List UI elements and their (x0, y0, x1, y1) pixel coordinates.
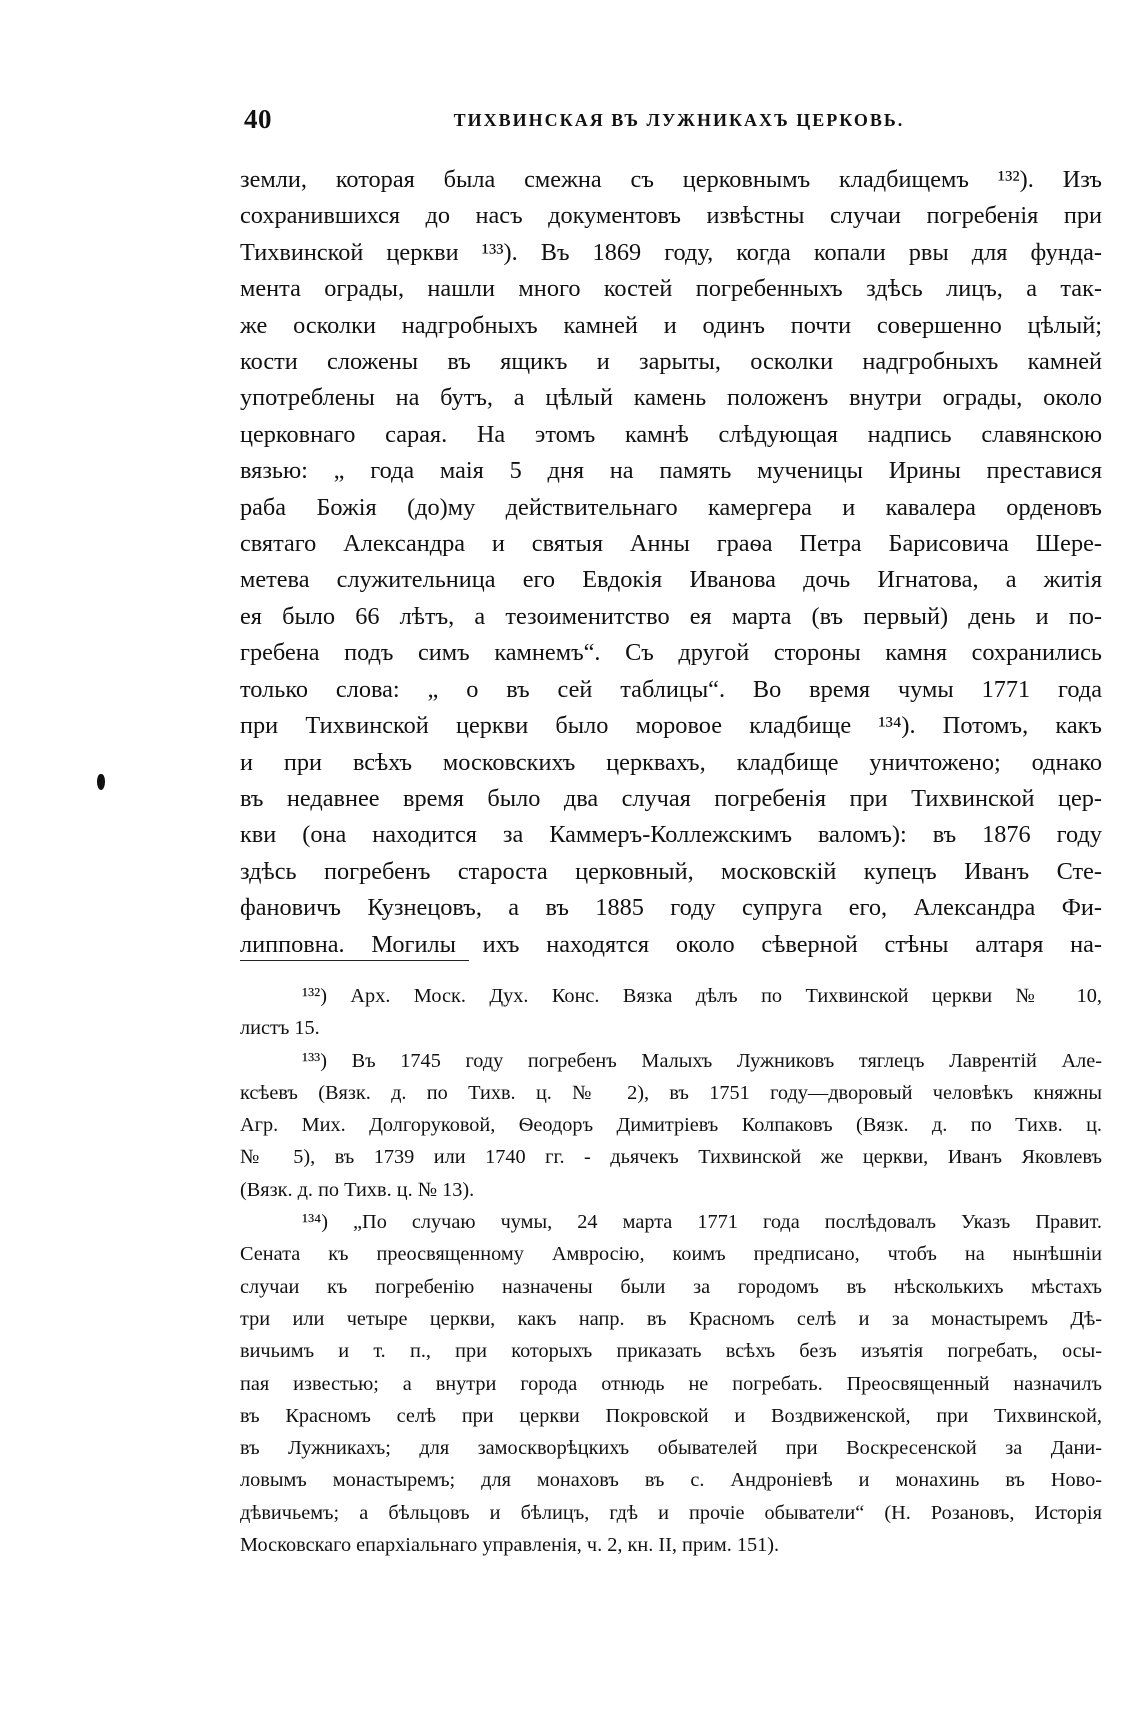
footnote-line: въ Лужникахъ; для замоскворѣцкихъ обывателей при Воскресенской за Дани- (240, 1437, 1102, 1460)
text-line: сохранившихся до насъ документовъ извѣстны случаи погребенія при (240, 202, 1102, 230)
text-line: церковнаго сарая. На этомъ камнѣ слѣдующая надпись славянскою (240, 420, 1102, 448)
text-line: и при всѣхъ московскихъ церквахъ, кладбище уничтожено; однако (240, 748, 1102, 776)
text-line: вязью: „ года маія 5 дня на память мученицы Ирины преставися (240, 457, 1102, 485)
text-line: Тихвинской церкви ¹³³). Въ 1869 году, когда копали рвы для фунда- (240, 238, 1102, 266)
running-title: ТИХВИНСКАЯ ВЪ ЛУЖНИКАХЪ ЦЕРКОВЬ. (453, 110, 905, 130)
text-line: ея было 66 лѣтъ, а тезоименитство ея марта (въ первый) день и по- (240, 602, 1102, 630)
text-line: фановичъ Кузнецовъ, а въ 1885 году супруга его, Александра Фи- (240, 894, 1102, 922)
footnote-line: ¹³⁴) „По случаю чумы, 24 марта 1771 года послѣдовалъ Указъ Правит. (302, 1211, 1102, 1234)
footnote-line: ¹³³) Въ 1745 году погребенъ Малыхъ Лужниковъ тяглецъ Лаврентій Але- (302, 1049, 1102, 1072)
text-line: кви (она находится за Каммеръ-Коллежскимъ валомъ): въ 1876 году (240, 821, 1102, 849)
main-text (240, 162, 1102, 963)
text-line: употреблены на бутъ, а цѣлый камень положенъ внутри ограды, около (240, 384, 1102, 412)
text-line: только слова: „ о въ сей таблицы“. Во время чумы 1771 года (240, 675, 1102, 703)
text-line: при Тихвинской церкви было моровое кладбище ¹³⁴). Потомъ, какъ (240, 712, 1102, 740)
text-line: липповна. Могилы ихъ находятся около сѣверной стѣны алтаря на- (240, 930, 1102, 958)
footnote-line: ловымъ монастыремъ; для монаховъ въ с. Андроніевѣ и монахинь въ Ново- (240, 1469, 1102, 1492)
footnote-134 (240, 1206, 1102, 1561)
text-line: кости сложены въ ящикъ и зарыты, осколки надгробныхъ камней (240, 348, 1102, 376)
footnote-line: (Вязк. д. по Тихв. ц. № 13). (240, 1178, 475, 1201)
footnote-line: три или четыре церкви, какъ напр. въ Красномъ селѣ и за монастыремъ Дѣ- (240, 1307, 1102, 1330)
text-line: метева служительница его Евдокія Иванова дочь Игнатова, а житія (240, 566, 1102, 594)
text-line: гребена подъ симъ камнемъ“. Съ другой стороны камня сохранились (240, 639, 1102, 667)
footnote-132 (240, 980, 1102, 1045)
footnote-133 (240, 1045, 1102, 1206)
footnote-line: случаи къ погребенію назначены были за городомъ въ нѣсколькихъ мѣстахъ (240, 1275, 1102, 1298)
text-line: же осколки надгробныхъ камней и одинъ почти совершенно цѣлый; (240, 311, 1102, 339)
footnote-line: въ Красномъ селѣ при церкви Покровской и Воздвиженской, при Тихвинской, (240, 1404, 1102, 1427)
margin-ink-mark (97, 774, 105, 790)
footnote-line: № 5), въ 1739 или 1740 гг. - дьячекъ Тихвинской же церкви, Иванъ Яковлевъ (240, 1146, 1102, 1169)
footnote-separator (240, 960, 469, 961)
footnote-line: вичьимъ и т. п., при которыхъ приказать всѣхъ безъ изъятія погребать, осы- (240, 1340, 1102, 1363)
footnote-line: Сената къ преосвященному Амвросію, коимъ предписано, чтобъ на нынѣшніи (240, 1243, 1102, 1266)
page-number: 40 (244, 104, 272, 134)
text-line: земли, которая была смежна съ церковнымъ кладбищемъ ¹³²). Изъ (240, 166, 1102, 193)
page-header (244, 104, 1100, 144)
footnote-line: ¹³²) Арх. Моск. Дух. Конс. Вязка дѣлъ по Тихвинской церкви № 10, (302, 985, 1102, 1007)
footnote-line: пая известью; а внутри города отнюдь не погребать. Преосвященный назначилъ (240, 1372, 1102, 1395)
text-line: святаго Александра и святыя Анны граѳа Петра Барисовича Шере- (240, 530, 1102, 558)
footnote-line: ксѣевъ (Вязк. д. по Тихв. ц. № 2), въ 1751 году—дворовый человѣкъ княжны (240, 1081, 1102, 1104)
footnote-line: листъ 15. (240, 1017, 320, 1040)
text-line: мента ограды, нашли много костей погребенныхъ здѣсь лицъ, а так- (240, 275, 1102, 303)
footnotes (240, 980, 1102, 1561)
footnote-line: дѣвичьемъ; а бѣльцовъ и бѣлицъ, гдѣ и прочіе обыватели“ (Н. Розановъ, Исторія (240, 1501, 1102, 1524)
text-line: раба Божія (до)му действительнаго камергера и кавалера орденовъ (240, 493, 1102, 521)
footnote-line: Московскаго епархіальнаго управленія, ч. 2, кн. II, прим. 151). (240, 1534, 780, 1557)
footnote-line: Агр. Мих. Долгоруковой, Ѳеодоръ Димитріевъ Колпаковъ (Вязк. д. по Тихв. ц. (240, 1114, 1102, 1137)
text-line: въ недавнее время было два случая погребенія при Тихвинской цер- (240, 784, 1102, 812)
text-line: здѣсь погребенъ староста церковный, московскій купецъ Иванъ Сте- (240, 857, 1102, 885)
